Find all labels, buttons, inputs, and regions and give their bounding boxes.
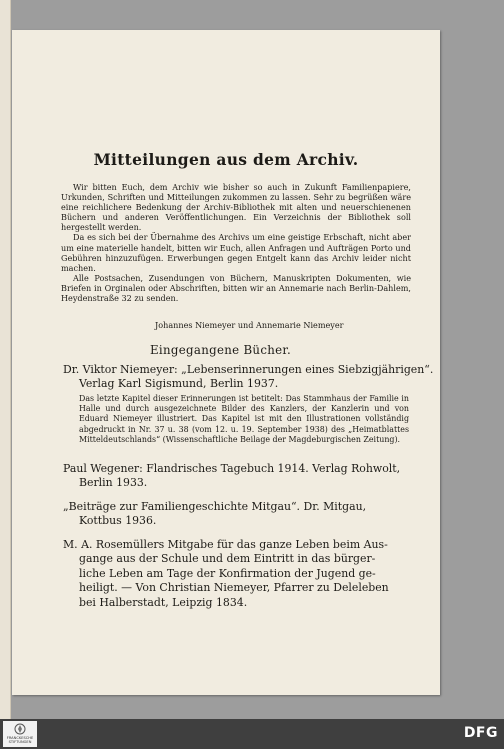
entry-line: „Beiträge zur Familiengeschichte Mitgau“. Dr. Mitgau,: [63, 500, 367, 513]
emblem-icon: [14, 723, 26, 735]
entry-line: Verlag Karl Sigismund, Berlin 1937.: [79, 377, 279, 391]
logo-text-line: FRANCKESCHE: [6, 736, 34, 740]
logo-text-line: STIFTUNGEN: [8, 740, 32, 744]
book-entry-wegener: [63, 462, 401, 491]
dfg-logo: DFG: [463, 725, 498, 741]
signature: Johannes Niemeyer und Annemarie Niemeyer: [155, 320, 344, 330]
entry-line: Paul Wegener: Flandrisches Tagebuch 1914. Verlag Rohwolt,: [63, 462, 401, 475]
entry-line: Kottbus 1936.: [79, 514, 157, 528]
book-entry-mitgau: [63, 500, 401, 529]
intro-paragraph-2: Da es sich bei der Übernahme des Archivs um eine geistige Erbschaft, nicht aber um eine materielle handelt, bitten wir Euch, allen Anfragen und Aufträgen Porto und Gebühren hinzuzufügen. Erwerbungen gegen Entgelt kann das Archiv leider nicht machen.: [61, 232, 411, 273]
entry-line: bei Halberstadt, Leipzig 1834.: [79, 595, 248, 609]
institution-logo: [3, 721, 37, 747]
entry-line: Dr. Viktor Niemeyer: „Lebenserinnerungen eines Siebzigjährigen“.: [63, 363, 434, 376]
entry-line: heiligt. — Von Christian Niemeyer, Pfarrer zu Deleleben: [79, 581, 389, 595]
entry-line: M. A. Rosemüllers Mitgabe für das ganze Leben beim Aus-: [63, 538, 388, 551]
document-page: [12, 30, 440, 695]
viewer-footer-bar: [0, 719, 504, 749]
entry-line: gange aus der Schule und dem Eintritt in das bürger-: [79, 552, 376, 566]
intro-text: [61, 182, 411, 303]
book-entry-rosemueller: [63, 538, 401, 610]
entry-line: liche Leben am Tage der Konfirmation der Jugend ge-: [79, 566, 376, 580]
adjacent-page-edge: [0, 0, 11, 749]
book-entry-niemeyer: [63, 363, 434, 392]
section-heading: Eingegangene Bücher.: [150, 343, 292, 357]
page-title: Mitteilungen aus dem Archiv.: [93, 150, 359, 169]
page-content: [12, 30, 440, 695]
entry-line: Berlin 1933.: [79, 476, 148, 490]
intro-paragraph-3: Alle Postsachen, Zusendungen von Büchern, Manuskripten Dokumenten, wie Briefen in Orginalen oder Abschriften, bitten wir an Annemarie nach Berlin-Dahlem, Heydenstraße 32 zu senden.: [61, 272, 411, 304]
logo-text: [3, 736, 37, 744]
intro-paragraph-1: Wir bitten Euch, dem Archiv wie bisher so auch in Zukunft Familienpapiere, Urkunden, Schriften und Mitteilungen zukommen zu lassen. Sehr zu begrüßen wäre eine reichlichere Bedenkung der Archiv-Bibliothek mit alten und neuerschienenen Büchern und anderen Veröffentlichungen. Ein Verzeichnis der Bibliothek soll hergestellt werden.: [61, 182, 411, 233]
entry-note: Das letzte Kapitel dieser Erinnerungen ist betitelt: Das Stammhaus der Familie in Halle und durch ausgezeichnete Bilder des Kanzlers, der Kanzlerin und von Eduard Niemeyer illustriert. Das Kapitel ist mit den Illustrationen vollständig abgedruckt in Nr. 37 u. 38 (vom 12. u. 19. September 1938) des „Heimatblattes Mitteldeutschlands“ (Wissenschaftliche Beilage der Magdeburgischen Zeitung).: [79, 394, 409, 444]
